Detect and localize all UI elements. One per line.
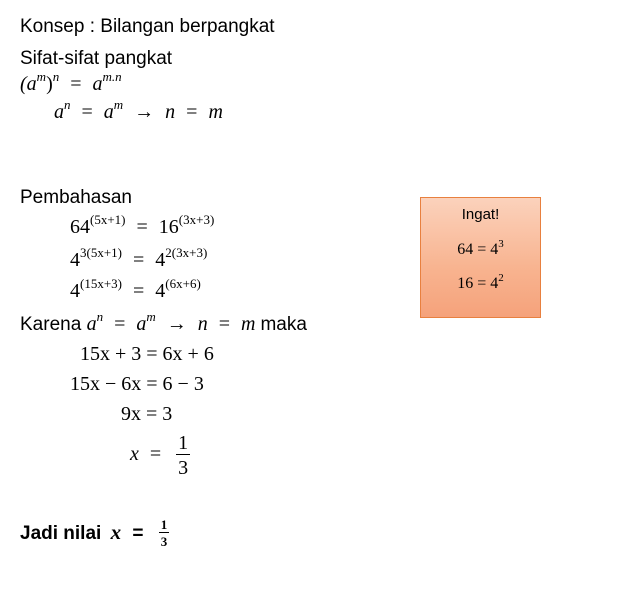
discussion-heading: Pembahasan — [20, 187, 132, 208]
arrow-icon: → — [166, 313, 187, 335]
property-equal-exponents: $a^n = a^m \to n = m$ — [54, 97, 223, 123]
note-line-16: $16 = 4^2$ — [457, 272, 504, 292]
equation-1: 15x + 3 = 6x + 6 — [80, 343, 214, 365]
step-1: $64^{(5x+1)} = 16^{(3x+3)}$ — [70, 212, 215, 238]
note-line-64: $64 = 4^3$ — [457, 238, 504, 258]
arrow-icon: → — [134, 101, 155, 123]
concept-title: Konsep : Bilangan berpangkat — [20, 16, 275, 37]
note-title: Ingat! — [461, 206, 500, 223]
because-line: Karena $a^n = a^m \to n = m$ maka — [20, 309, 307, 335]
reminder-note — [420, 197, 541, 318]
step-3: $4^{(15x+3)} = 4^{(6x+6)}$ — [70, 276, 201, 302]
fraction-one-third: $\frac{1}{3}$ — [160, 517, 168, 550]
properties-heading: Sifat-sifat pangkat — [20, 48, 173, 69]
equation-2: 15x − 6x = 6 − 3 — [70, 373, 204, 395]
conclusion-line: Jadi nilai x = $\frac{1}{3}$ — [20, 517, 168, 550]
property-power-of-power: $(a^m)^n = a^{m.n}$ — [20, 69, 122, 95]
equation-3: 9x = 3 — [121, 403, 173, 425]
step-2: $4^{3(5x+1)} = 4^{2(3x+3)}$ — [70, 245, 208, 271]
fraction-one-third: $\frac{1}{3}$ — [178, 432, 189, 479]
equation-4: x = $\frac{1}{3}$ — [130, 432, 189, 479]
